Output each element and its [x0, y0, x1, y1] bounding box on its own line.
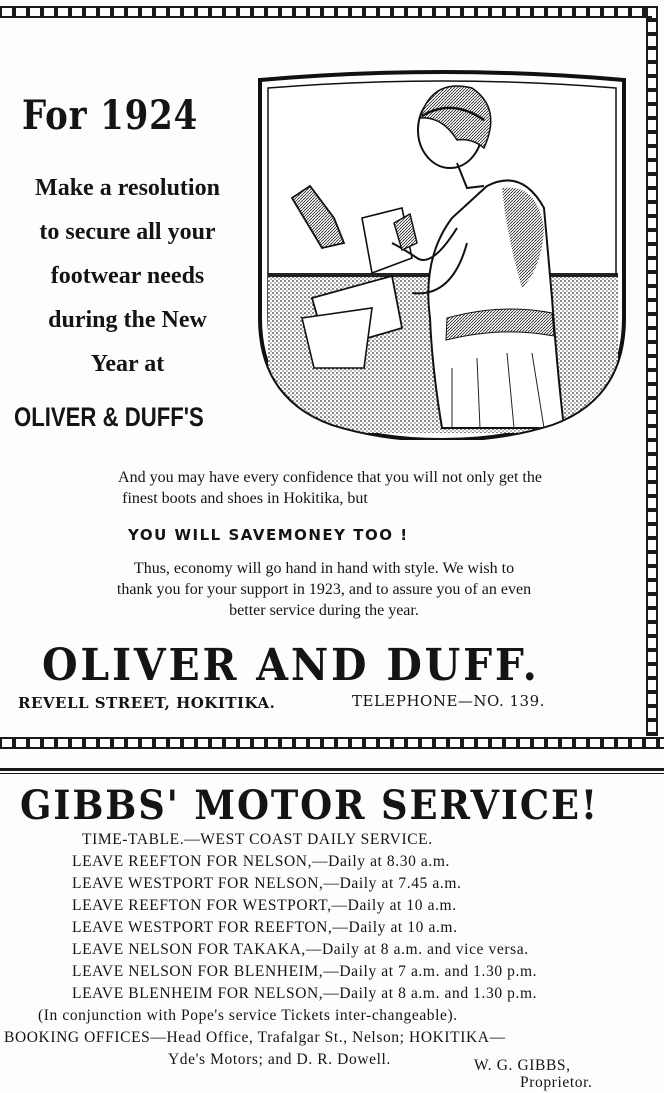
timetable-line: TIME-TABLE.—WEST COAST DAILY SERVICE.: [82, 831, 433, 848]
timetable-line: LEAVE WESTPORT FOR NELSON,—Daily at 7.45 a.m.: [72, 875, 462, 892]
column-rule: [0, 768, 664, 771]
paragraph-line: finest boots and shoes in Hokitika, but: [122, 490, 368, 507]
resolution-text: [0, 166, 255, 386]
top-chain-border: [0, 6, 652, 18]
timetable-line: LEAVE REEFTON FOR WESTPORT,—Daily at 10 a.m.: [72, 897, 457, 914]
confidence-paragraph: [20, 467, 640, 509]
resolution-line: Make a resolution: [35, 175, 220, 201]
woman-with-shoe-illustration: [252, 68, 632, 440]
proprietor-name: W. G. GIBBS,: [474, 1057, 571, 1074]
advert-headline: For 1924: [22, 92, 199, 139]
store-address: REVELL STREET, HOKITIKA.: [18, 694, 276, 712]
store-name: OLIVER & DUFF'S: [14, 402, 204, 432]
timetable-line: LEAVE NELSON FOR TAKAKA,—Daily at 8 a.m. and vice versa.: [72, 941, 529, 958]
paragraph-line: thank you for your support in 1923, and to assure you of an even: [116, 581, 532, 598]
column-rule-thin: [0, 773, 664, 774]
resolution-line: footwear needs: [50, 263, 205, 289]
resolution-line: to secure all your: [39, 219, 216, 245]
bottom-chain-border: [0, 737, 664, 749]
timetable-line: LEAVE REEFTON FOR NELSON,—Daily at 8.30 a.m.: [72, 853, 451, 870]
timetable-line: BOOKING OFFICES—Head Office, Trafalgar St., Nelson; HOKITIKA—: [4, 1029, 506, 1046]
timetable-line: (In conjunction with Pope's service Tickets inter-changeable).: [38, 1007, 458, 1024]
store-signature: OLIVER AND DUFF.: [42, 640, 540, 691]
resolution-line: during the New: [48, 307, 207, 333]
timetable-line: Yde's Motors; and D. R. Dowell.: [168, 1051, 391, 1068]
economy-paragraph: [14, 558, 634, 621]
store-telephone: TELEPHONE—NO. 139.: [352, 692, 545, 710]
right-chain-border: [646, 6, 658, 736]
timetable-line: LEAVE NELSON FOR BLENHEIM,—Daily at 7 a.m. and 1.30 p.m.: [72, 963, 538, 980]
resolution-line: Year at: [90, 351, 165, 377]
paragraph-line: Thus, economy will go hand in hand with style. We wish to: [133, 560, 515, 577]
paragraph-line: better service during the year.: [229, 602, 419, 619]
proprietor-title: Proprietor.: [520, 1074, 593, 1091]
timetable-line: LEAVE WESTPORT FOR REEFTON,—Daily at 10 a.m.: [72, 919, 458, 936]
timetable-line: LEAVE BLENHEIM FOR NELSON,—Daily at 8 a.m. and 1.30 p.m.: [72, 985, 538, 1002]
paragraph-line: And you may have every confidence that you will not only get the: [118, 469, 542, 486]
save-money-line: YOU WILL SAVEMONEY TOO !: [128, 526, 409, 544]
gibbs-title: GIBBS' MOTOR SERVICE!: [20, 782, 599, 829]
